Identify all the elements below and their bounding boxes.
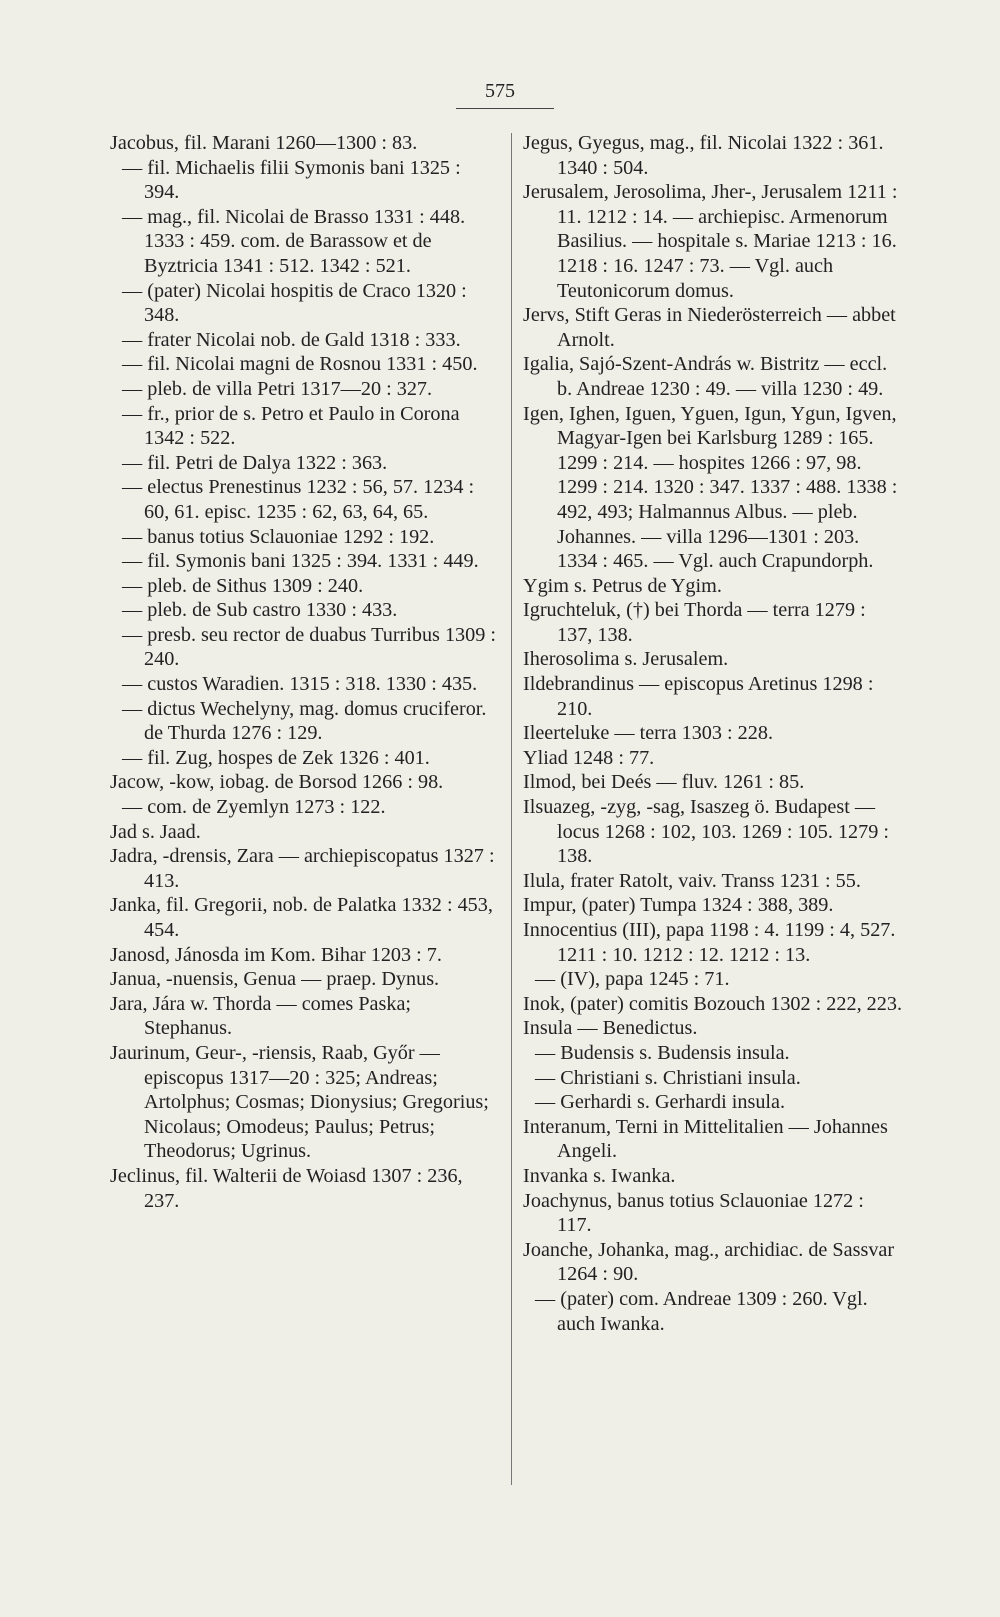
index-subentry: — fil. Zug, hospes de Zek 1326 : 401. [122,746,430,769]
index-entry: Jacobus, fil. Marani 1260—1300 : 83. [110,132,418,154]
right-column [523,131,903,1336]
index-entry: Jerusalem, Jerosolima, Jher-, Jerusalem 1211 : 11. 1212 : 14. — archiepisc. Armenorum Basilius. — hospitale s. Mariae 1213 : 16. 1218 : 16. 1247 : 73. — Vgl. auch Teutonicorum domus. [523,181,898,302]
index-subentry: — pleb. de Sub castro 1330 : 433. [122,599,398,622]
index-entry: Janka, fil. Gregorii, nob. de Palatka 1332 : 453, 454. [110,894,493,941]
index-entry: Invanka s. Iwanka. [523,1164,676,1187]
index-subentry: — custos Waradien. 1315 : 318. 1330 : 435. [122,673,478,696]
index-entry: Igalia, Sajó-Szent-András w. Bistritz — eccl. b. Andreae 1230 : 49. — villa 1230 : 49. [523,353,888,400]
index-entry: Innocentius (III), papa 1198 : 4. 1199 : 4, 527. 1211 : 10. 1212 : 12. 1212 : 13. [523,919,896,966]
index-subentry: — fil. Nicolai magni de Rosnou 1331 : 450. [122,353,478,376]
index-entry: Jeclinus, fil. Walterii de Woiasd 1307 : 236, 237. [110,1164,463,1212]
index-entry: Ilmod, bei Deés — fluv. 1261 : 85. [523,771,805,794]
index-entry: Ygim s. Petrus de Ygim. [523,574,722,597]
index-entry: Inok, (pater) comitis Bozouch 1302 : 222, 223. [523,992,903,1015]
index-entry: Jadra, -drensis, Zara — archiepiscopatus 1327 : 413. [110,845,495,892]
index-entry: Joanche, Johanka, mag., archidiac. de Sassvar 1264 : 90. [523,1238,895,1286]
index-entry: Interanum, Terni in Mittelitalien — Johannes Angeli. [523,1115,888,1163]
index-entry: Yliad 1248 : 77. [523,746,655,769]
index-entry: Ilula, frater Ratolt, vaiv. Transs 1231 : 55. [523,869,861,892]
header-rule [456,108,554,109]
index-entry: Jaurinum, Geur-, -riensis, Raab, Győr — episcopus 1317—20 : 325; Andreas; Artolphus; Cosmas; Dionysius; Gregorius; Nicolaus; Omodeus; Paulus; Petrus; Theodorus; Ugrinus. [110,1041,489,1163]
index-entry: Igen, Ighen, Iguen, Yguen, Igun, Ygun, Igven, Magyar-Igen bei Karlsburg 1289 : 165. 1299 : 214. — hospites 1266 : 97, 98. 1299 : 214. 1320 : 347. 1337 : 488. 1338 : 492, 493; Halmannus Albus. — pleb. Johannes. — villa 1296—1301 : 203. 1334 : 465. — Vgl. auch Crapundorph. [523,402,898,573]
index-entry: Jad s. Jaad. [110,820,201,843]
index-subentry: — frater Nicolai nob. de Gald 1318 : 333. [122,328,461,351]
index-entry: Impur, (pater) Tumpa 1324 : 388, 389. [523,894,834,917]
index-entry: Ildebrandinus — episcopus Aretinus 1298 : 210. [523,673,874,720]
index-subentry: — fil. Michaelis filii Symonis bani 1325 : 394. [122,156,461,204]
index-subentry: — fil. Petri de Dalya 1322 : 363. [122,451,388,474]
index-subentry: — pleb. de villa Petri 1317—20 : 327. [122,377,433,400]
index-subentry: — (pater) Nicolai hospitis de Craco 1320 : 348. [122,279,467,327]
index-subentry: — pleb. de Sithus 1309 : 240. [122,574,364,597]
left-column [110,131,496,1213]
index-subentry: — presb. seu rector de duabus Turribus 1309 : 240. [122,623,496,671]
index-entry: Jara, Jára w. Thorda — comes Paska; Stephanus. [110,992,412,1040]
index-entry: Janosd, Jánosda im Kom. Bihar 1203 : 7. [110,943,442,966]
index-subentry: — fr., prior de s. Petro et Paulo in Corona 1342 : 522. [122,402,460,450]
index-entry: Joachynus, banus totius Sclauoniae 1272 : 117. [523,1189,864,1237]
index-entry: Jacow, -kow, iobag. de Borsod 1266 : 98. [110,771,444,794]
index-entry: Jegus, Gyegus, mag., fil. Nicolai 1322 : 361. 1340 : 504. [523,132,884,179]
index-entry: Janua, -nuensis, Genua — praep. Dynus. [110,968,440,991]
index-subentry: — Budensis s. Budensis insula. [535,1041,790,1064]
index-entry: Iherosolima s. Jerusalem. [523,648,729,671]
index-entry: Igruchteluk, (†) bei Thorda — terra 1279 : 137, 138. [523,599,866,646]
index-subentry: — banus totius Sclauoniae 1292 : 192. [122,525,435,548]
index-subentry: — Gerhardi s. Gerhardi insula. [535,1091,786,1114]
index-entry: Jervs, Stift Geras in Niederösterreich — abbet Arnolt. [523,304,896,351]
index-subentry: — (IV), papa 1245 : 71. [535,968,730,991]
index-subentry: — dictus Wechelyny, mag. domus cruciferor. de Thurda 1276 : 129. [122,697,487,745]
index-subentry: — com. de Zyemlyn 1273 : 122. [122,796,386,819]
index-subentry: — Christiani s. Christiani insula. [535,1066,801,1089]
index-subentry: — electus Prenestinus 1232 : 56, 57. 1234 : 60, 61. episc. 1235 : 62, 63, 64, 65. [122,476,475,523]
index-subentry: — fil. Symonis bani 1325 : 394. 1331 : 449. [122,550,479,573]
index-subentry: — (pater) com. Andreae 1309 : 260. Vgl. auch Iwanka. [535,1287,868,1335]
page-number: 575 [485,80,515,102]
index-subentry: — mag., fil. Nicolai de Brasso 1331 : 448. 1333 : 459. com. de Barassow et de Byztricia 1341 : 512. 1342 : 521. [122,205,466,277]
column-divider [511,133,512,1485]
index-entry: Ileerteluke — terra 1303 : 228. [523,722,774,745]
index-entry: Ilsuazeg, -zyg, -sag, Isaszeg ö. Budapest — locus 1268 : 102, 103. 1269 : 105. 1279 : 138. [523,796,889,868]
index-entry: Insula — Benedictus. [523,1017,698,1040]
